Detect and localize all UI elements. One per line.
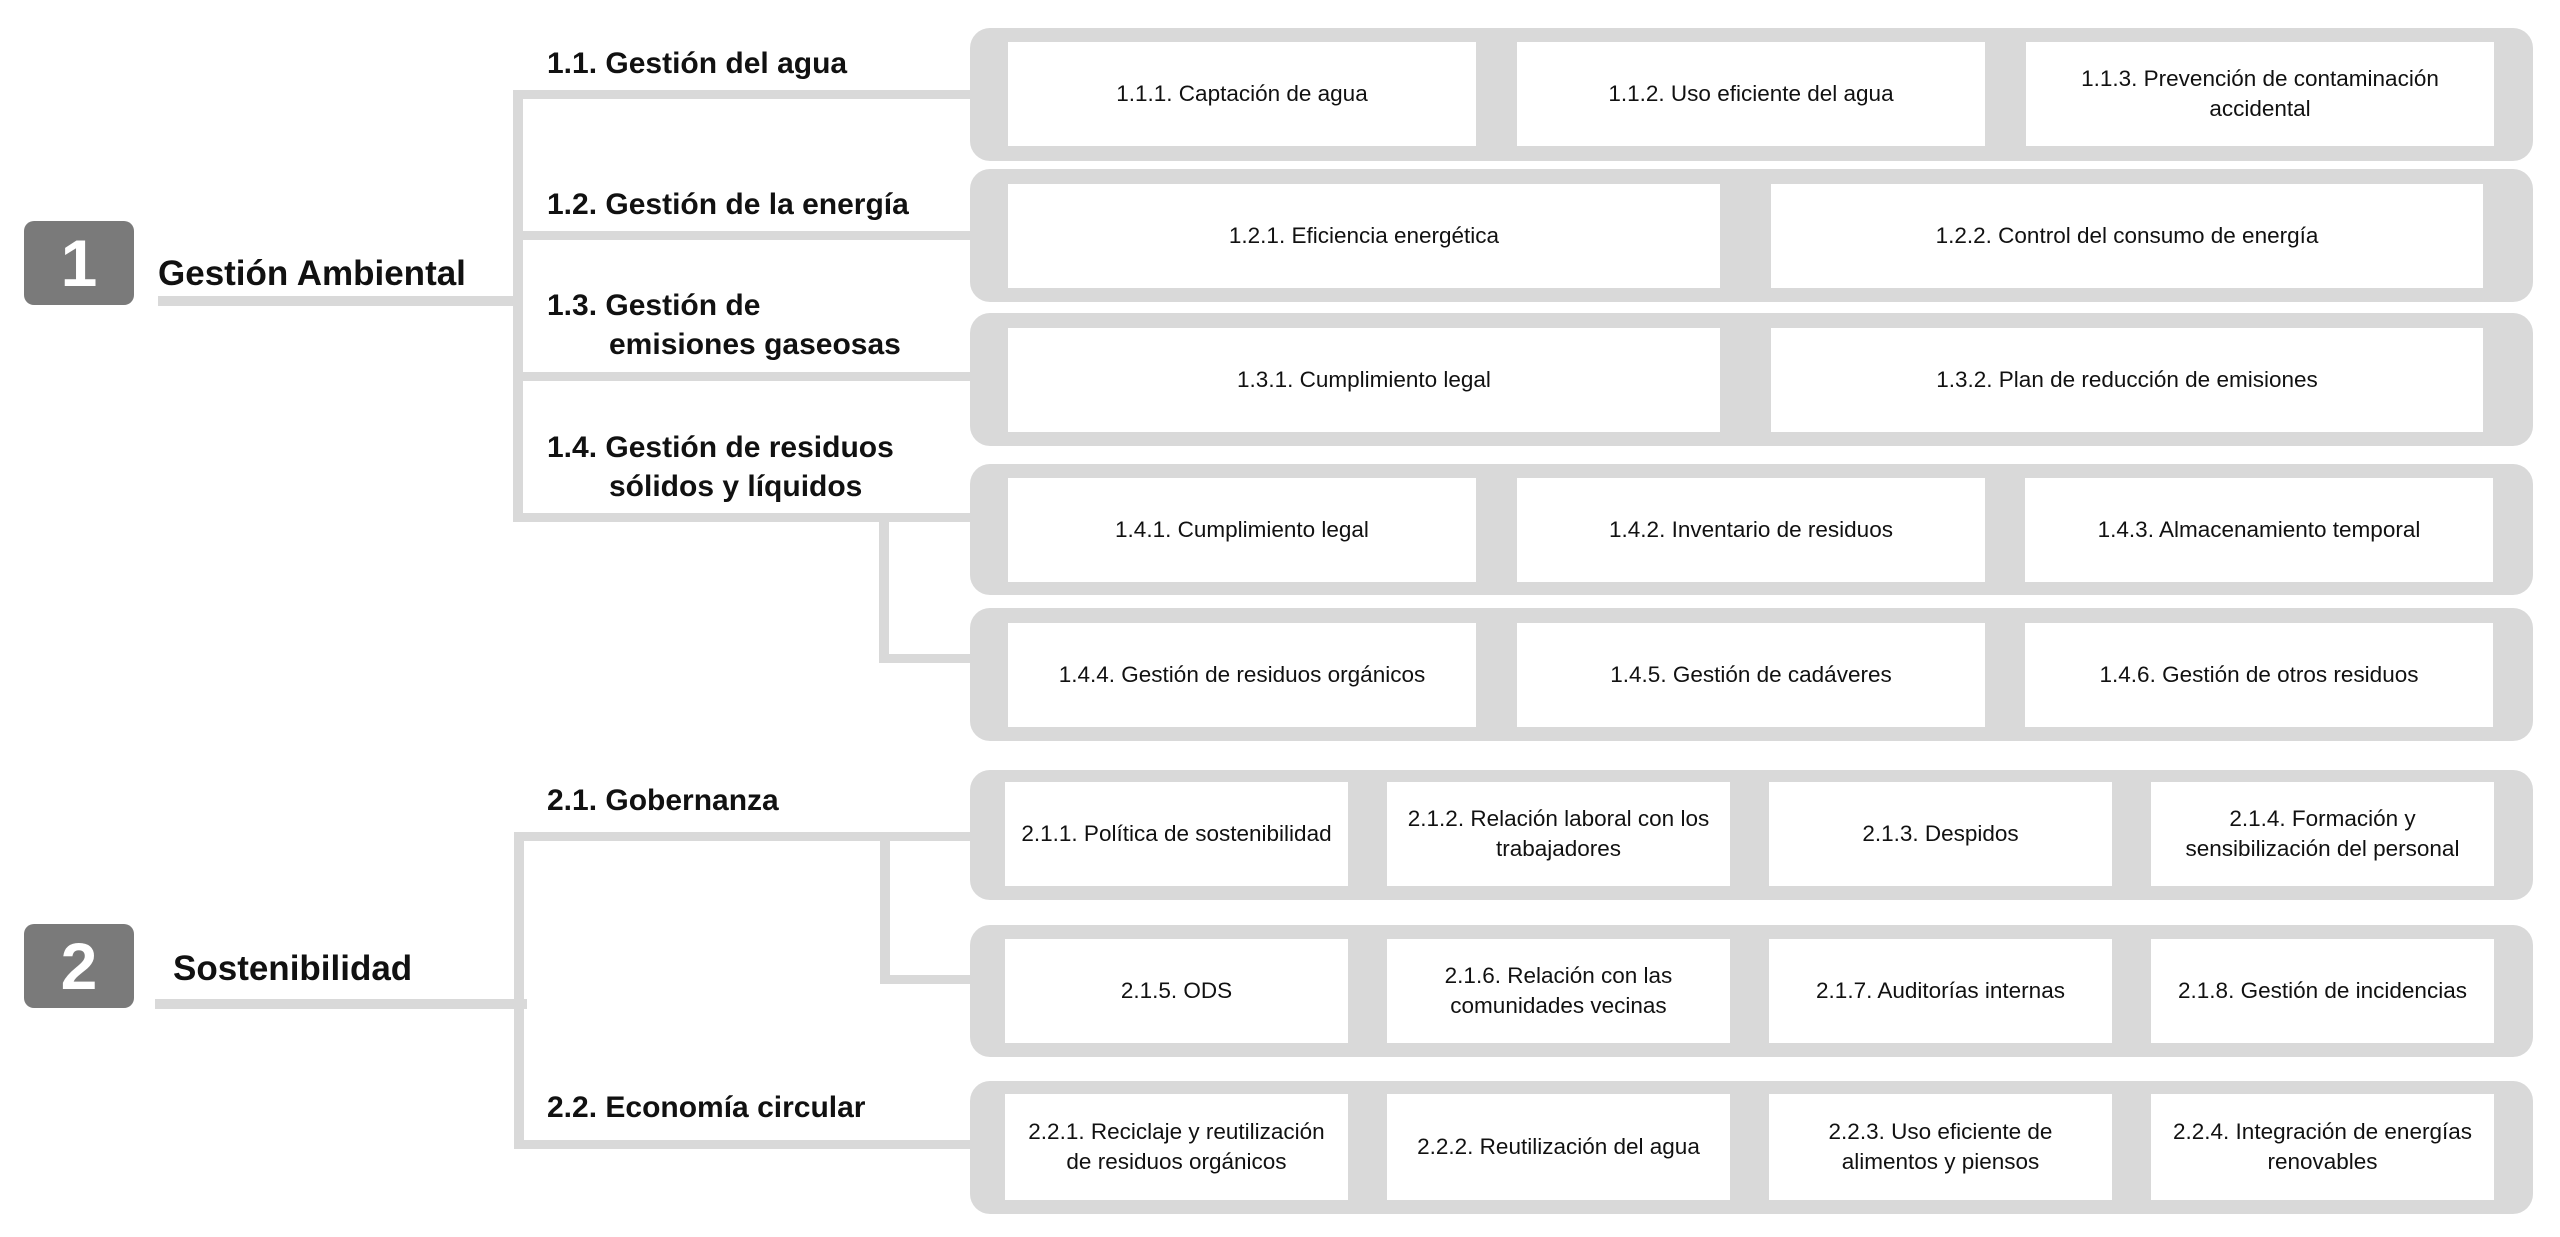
subitem-box: 2.1.7. Auditorías internas <box>1769 939 2112 1043</box>
subitem-box: 1.1.3. Prevención de contaminación accidental <box>2026 42 2494 146</box>
subsection-title <box>547 428 894 506</box>
connector <box>514 1140 975 1149</box>
subitem-box: 2.1.1. Política de sostenibilidad <box>1005 782 1348 886</box>
connector <box>880 975 975 984</box>
subitem-row <box>970 464 2533 595</box>
subsection-title-line2: emisiones gaseosas <box>609 328 901 361</box>
subsection-title: 1.1. Gestión del agua <box>547 47 848 80</box>
subitem-box: 1.3.2. Plan de reducción de emisiones <box>1771 328 2483 432</box>
subitem-row <box>970 28 2533 161</box>
subitem-row <box>970 169 2533 302</box>
subitem-row <box>970 1081 2533 1214</box>
connector <box>513 372 975 381</box>
subitem-box: 2.2.1. Reciclaje y reutilización de residuos orgánicos <box>1005 1094 1348 1200</box>
subitem-box: 2.1.8. Gestión de incidencias <box>2151 939 2494 1043</box>
subitem-box: 2.2.2. Reutilización del agua <box>1387 1094 1730 1200</box>
subsection-title: 2.1. Gobernanza <box>547 784 779 817</box>
section-number-badge: 2 <box>24 924 134 1008</box>
subsection-title-line2: sólidos y líquidos <box>609 470 863 503</box>
subsection-title: 1.2. Gestión de la energía <box>547 188 909 221</box>
subitem-box: 2.2.3. Uso eficiente de alimentos y piensos <box>1769 1094 2112 1200</box>
section-title: Gestión Ambiental <box>158 254 466 293</box>
connector <box>514 832 975 841</box>
subitem-box: 1.1.2. Uso eficiente del agua <box>1517 42 1985 146</box>
connector <box>513 90 975 99</box>
subsection-title <box>547 286 901 364</box>
subitem-box: 2.1.2. Relación laboral con los trabajadores <box>1387 782 1730 886</box>
subitem-box: 1.4.4. Gestión de residuos orgánicos <box>1008 623 1476 727</box>
subitem-box: 1.4.5. Gestión de cadáveres <box>1517 623 1985 727</box>
subitem-box: 1.2.2. Control del consumo de energía <box>1771 184 2483 288</box>
subitem-box: 2.2.4. Integración de energías renovables <box>2151 1094 2494 1200</box>
subitem-row <box>970 608 2533 741</box>
connector <box>158 296 521 306</box>
connector <box>513 90 523 522</box>
connector <box>880 832 890 984</box>
subitem-box: 1.1.1. Captación de agua <box>1008 42 1476 146</box>
subitem-box: 1.2.1. Eficiencia energética <box>1008 184 1720 288</box>
subitem-box: 2.1.3. Despidos <box>1769 782 2112 886</box>
subitem-box: 2.1.5. ODS <box>1005 939 1348 1043</box>
subitem-box: 1.4.1. Cumplimiento legal <box>1008 478 1476 582</box>
connector <box>879 654 975 663</box>
subitem-box: 2.1.4. Formación y sensibilización del personal <box>2151 782 2494 886</box>
subitem-row <box>970 313 2533 446</box>
connector <box>879 513 889 663</box>
subitem-box: 1.4.6. Gestión de otros residuos <box>2025 623 2493 727</box>
connector <box>514 832 524 1149</box>
connector <box>513 513 975 522</box>
subsection-title: 2.2. Economía circular <box>547 1091 866 1124</box>
subitem-box: 1.4.2. Inventario de residuos <box>1517 478 1985 582</box>
subsection-title-line1: 1.3. Gestión de <box>547 289 761 322</box>
connector <box>155 999 527 1009</box>
section-number-badge: 1 <box>24 221 134 305</box>
subsection-title-line1: 1.4. Gestión de residuos <box>547 431 894 464</box>
section-title: Sostenibilidad <box>173 949 413 988</box>
subitem-row <box>970 925 2533 1057</box>
subitem-box: 1.4.3. Almacenamiento temporal <box>2025 478 2493 582</box>
connector <box>513 231 975 240</box>
subitem-box: 2.1.6. Relación con las comunidades vecinas <box>1387 939 1730 1043</box>
subitem-box: 1.3.1. Cumplimiento legal <box>1008 328 1720 432</box>
subitem-row <box>970 770 2533 900</box>
